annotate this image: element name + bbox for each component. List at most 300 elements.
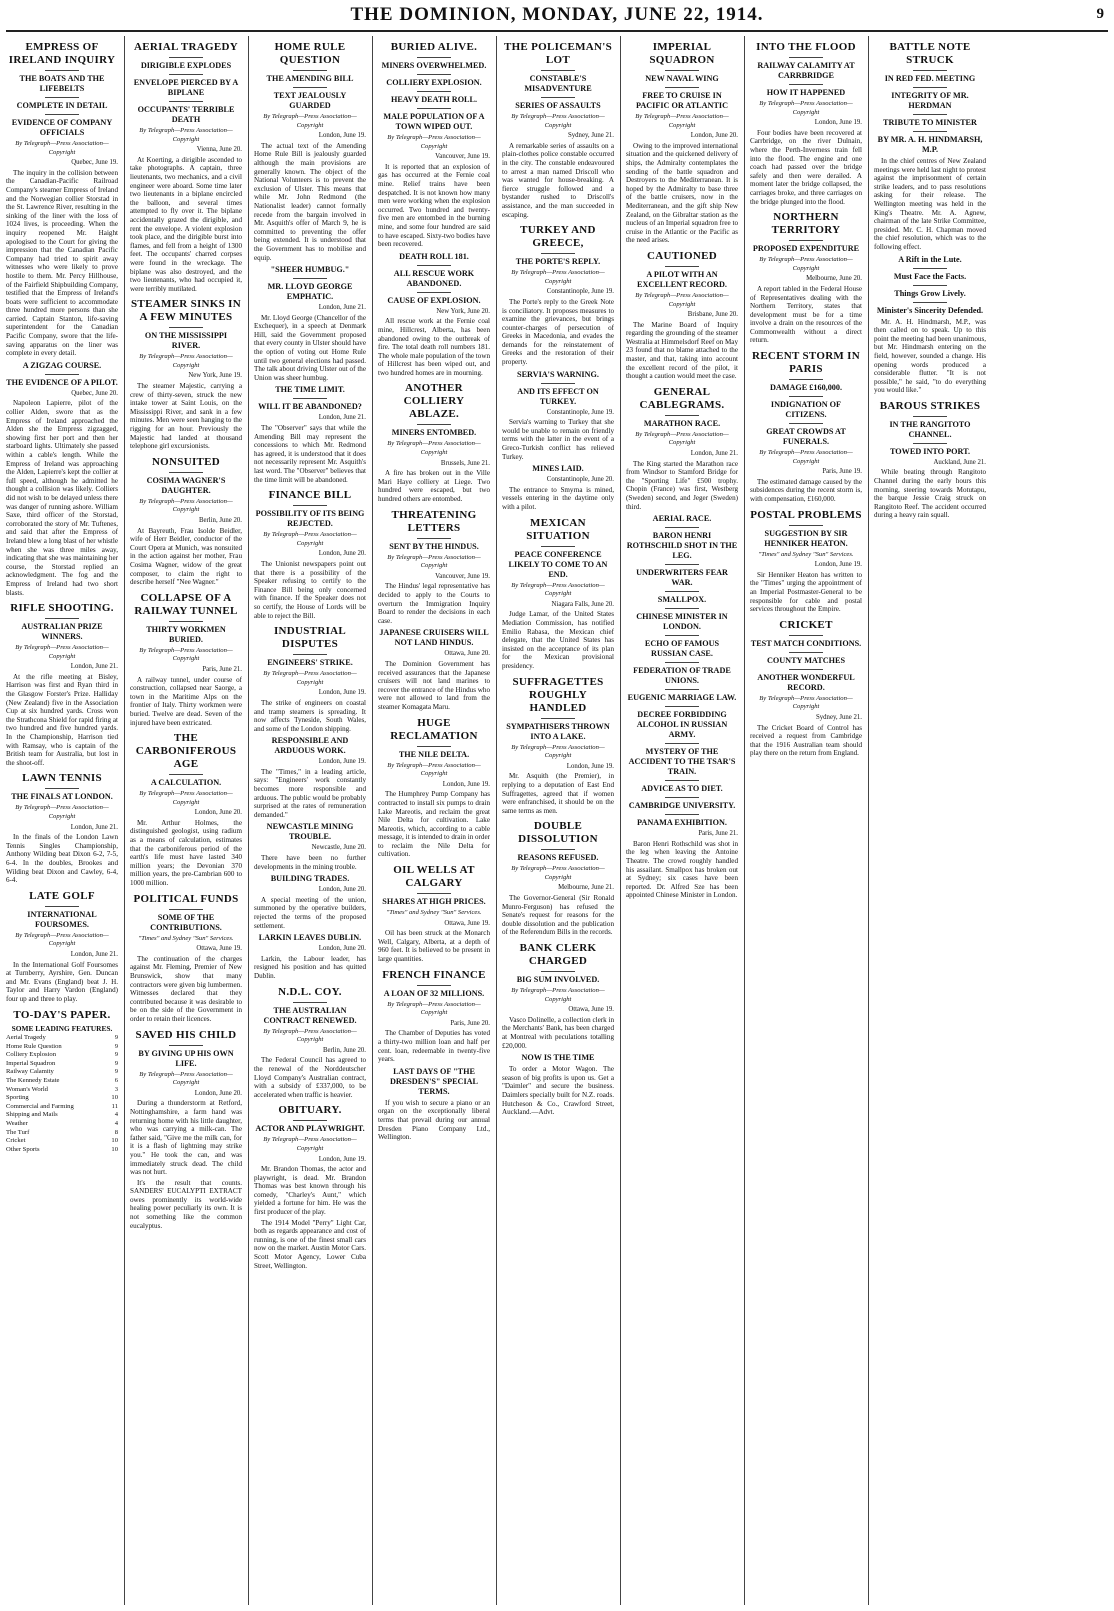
article-body: Mr. Asquith (the Premier), in replying to a deputation of East End Suffragettes, agreed that if women were enfranchised, it should be on the same terms as men. bbox=[502, 772, 614, 815]
article bbox=[750, 41, 862, 206]
headline: SUFFRAGETTES ROUGHLY HANDLED bbox=[512, 675, 604, 714]
deck-divider bbox=[665, 527, 699, 528]
subheadline: PANAMA EXHIBITION. bbox=[637, 818, 727, 828]
headline: AERIAL TRAGEDY bbox=[134, 41, 238, 53]
dateline: London, June 21. bbox=[690, 450, 738, 458]
subheadline: MARATHON RACE. bbox=[643, 418, 721, 428]
press-credit: By Telegraph—Press Association—Copyright bbox=[511, 865, 605, 881]
press-credit: By Telegraph—Press Association—Copyright bbox=[387, 553, 481, 570]
deck-divider bbox=[169, 101, 203, 102]
deck-divider bbox=[45, 114, 79, 115]
article bbox=[502, 370, 614, 462]
article-body: The Porte's reply to the Greek Note is conciliatory. It proposes measures to examine the grievances, but brings counter-charges of persecution of Greeks in Macedonia, and evades the demands for the reinstatement of Greeks and the restoration of their property. bbox=[502, 297, 614, 367]
subheadline: ANOTHER WONDERFUL RECORD. bbox=[757, 672, 855, 692]
article bbox=[130, 1029, 242, 1177]
article-body: Sir Henniker Heaton has written to the "Times" urging the appointment of an Imperial Postmaster-General to be responsible for cable and postal services throughout the Empire. bbox=[750, 570, 862, 614]
headline: DOUBLE DISSOLUTION bbox=[518, 820, 598, 846]
headline: HUGE RECLAMATION bbox=[390, 716, 478, 742]
press-credit: By Telegraph—Press Association—Copyright bbox=[511, 743, 605, 760]
article-body: The Unionist newspapers point out that there is a possibility of the Speaker refusing to certify to the Finance Bill being only concerned with finance. If the Speaker does not so certify, the House of Lords will be able to reject the Bill. bbox=[254, 559, 366, 620]
subheadline: COLLIERY EXPLOSION. bbox=[386, 78, 482, 87]
subheadline: LAST DAYS OF "THE DRESDEN'S" SPECIAL TERMS. bbox=[389, 1066, 479, 1096]
article-body: Mr. A. H. Hindmarsh, M.P., was then called on to speak. Up to this point the meeting had been unanimous, but Mr. Hindmarsh entering on the field, however, sounded a change. His opening words produced a considerable flutter. "It is not possible," he said, "to do everything you would like." bbox=[874, 317, 986, 395]
article bbox=[254, 265, 366, 382]
subheadline: THE FINALS AT LONDON. bbox=[11, 792, 113, 802]
dateline: Paris, June 21. bbox=[202, 665, 242, 673]
article-body: There have been no further developments in the mining trouble. bbox=[254, 854, 366, 871]
subheadline: AUSTRALIAN PRIZE WINNERS. bbox=[21, 622, 103, 642]
press-credit: By Telegraph—Press Association—Copyright bbox=[139, 497, 233, 514]
subheadline: ALL RESCUE WORK ABANDONED. bbox=[393, 268, 475, 288]
deck-divider bbox=[665, 415, 699, 416]
subheadline: THE TIME LIMIT. bbox=[275, 385, 345, 395]
headline: FINANCE BILL bbox=[268, 489, 352, 502]
headline: FRENCH FINANCE bbox=[382, 968, 486, 981]
headline: OIL WELLS AT CALGARY bbox=[393, 864, 475, 890]
masthead bbox=[0, 0, 1114, 34]
article-body: The King started the Marathon race from Windsor to Stamford Bridge for the "Sporting Life" £500 trophy. Chopin (France) was first, Westberg (Sweden) second, and Jeger (Sweden) third. bbox=[626, 459, 738, 511]
subheadline: A ZIGZAG COURSE. bbox=[22, 360, 102, 370]
article-body: The "Observer" says that while the Amending Bill may represent the concessions to which Mr. Redmond has agreed, it is understood that it does not necessarily represent Mr. Asquith's last word. The "Observer" believes that the time limit will be abandoned. bbox=[254, 424, 366, 484]
deck-divider bbox=[665, 780, 699, 781]
headline: THREATENING LETTERS bbox=[391, 508, 477, 534]
article-body: The actual text of the Amending Home Rule Bill is jealously guarded although the main provisions are generally known. The object of the National Volunteers is to prevent the exclusion of Ulster. This means that while Mr. John Redmond (the Nationalist leader) cannot formally recede from the bargain involved in Mr. Asquith's offer of March 9, he is committed to preventing the offer being extended. It is understood that the Government has to mobilise and equip. bbox=[254, 141, 366, 262]
article bbox=[378, 509, 490, 626]
subheadline: Things Grow Lively. bbox=[894, 288, 966, 298]
article-body: In the finals of the London Lawn Tennis Singles Championship, Anthony Wilding beat Dixon 6-2, 7-5, 6-4. In the doubles, Brookes and Wilding beat Dixon and Cawley, 6-4, 6-4. bbox=[6, 833, 118, 885]
article-body: Mr. Arthur Holmes, the distinguished geologist, using radium as a means of calculation, estimates that the carboniferous period of the earth's life must have lasted 340 million years; the Devonian 370 million years, the pre-Cambrian 600 to 1000 million. bbox=[130, 818, 242, 888]
press-credit: By Telegraph—Press Association—Copyright bbox=[759, 694, 853, 711]
deck-divider bbox=[913, 70, 947, 71]
headline: CAUTIONED bbox=[647, 249, 717, 262]
headline: BAROUS STRIKES bbox=[879, 399, 981, 412]
article-body: The 1914 Model "Perry" Light Car, both as regards appearance and cost of running, is one of the finest small cars now on the market. Austin Motor Cars. Scott Motor Agency, Lower Cuba Street, Wellington. bbox=[254, 1218, 366, 1270]
article bbox=[378, 1067, 490, 1142]
deck-divider bbox=[665, 564, 699, 565]
article-body: The Hindus' legal representative has decided to apply to the Courts to overturn the Immigration Inquiry Board to render the decisions in each case. bbox=[378, 582, 490, 625]
headline: BURIED ALIVE. bbox=[390, 41, 478, 53]
subheadline: CHINESE MINISTER IN LONDON. bbox=[636, 612, 728, 632]
subheadline: REASONS REFUSED. bbox=[517, 853, 599, 863]
subheadline: SENT BY THE HINDUS. bbox=[389, 541, 479, 551]
press-credit: By Telegraph—Press Association—Copyright bbox=[263, 1027, 357, 1044]
contents-row bbox=[6, 1060, 118, 1069]
contents-row bbox=[6, 1111, 118, 1120]
press-credit: By Telegraph—Press Association—Copyright bbox=[15, 804, 109, 820]
deck-divider bbox=[913, 87, 947, 88]
subheadline: HEAVY DEATH ROLL. bbox=[390, 95, 478, 104]
contents-item: Weather bbox=[6, 1120, 28, 1128]
press-credit: By Telegraph—Press Association—Copyright bbox=[263, 1136, 357, 1152]
dateline: Ottawa, June 19. bbox=[568, 1006, 614, 1014]
deck-divider bbox=[169, 74, 203, 75]
subheadline: MALE POPULATION OF A TOWN WIPED OUT. bbox=[383, 112, 485, 131]
article-body: The Governor-General (Sir Ronald Munro-Ferguson) has refused the Senate's request for reasons for the double dissolution and the publication of the Referendum Bills in the records. bbox=[502, 894, 614, 937]
headline: COLLAPSE OF A RAILWAY TUNNEL bbox=[134, 591, 238, 617]
article-body: During a thunderstorm at Retford, Nottinghamshire, a farm hand was returning home with his little daughter, who was carrying a milk-can. The father said, "Give me the milk can, for it is a flash of lightning may strike you." He took the can, and was immediately struck dead. The child was not hurt. bbox=[130, 1099, 242, 1177]
subheadline: THE AUSTRALIAN CONTRACT RENEWED. bbox=[263, 1005, 357, 1025]
dateline: Brisbane, June 20. bbox=[687, 311, 738, 319]
subheadline: PEACE CONFERENCE LIKELY TO COME TO AN END. bbox=[508, 549, 608, 579]
dateline: Newcastle, June 20. bbox=[311, 844, 366, 852]
deck-divider bbox=[169, 472, 203, 473]
subheadline: THE NILE DELTA. bbox=[398, 749, 470, 759]
contents-row bbox=[6, 1051, 118, 1060]
article bbox=[254, 736, 366, 819]
article bbox=[502, 224, 614, 367]
article bbox=[502, 1053, 614, 1117]
press-credit: By Telegraph—Press Association—Copyright bbox=[139, 1070, 233, 1087]
deck-divider bbox=[665, 591, 699, 592]
headline: EMPRESS OF IRELAND INQUIRY bbox=[8, 41, 116, 66]
subheadline: TEST MATCH CONDITIONS. bbox=[750, 638, 862, 648]
article-body: In the International Golf Foursomes at Turnberry, Ayrshire, Gen. Duncan and Mr. Evans (England) beat J. H. Taylor and Harry Vardon (England) four up and three to play. bbox=[6, 960, 118, 1003]
article-body: The "Times," in a leading article, says: "Engineers' work constantly becomes more responsible and arduous. The public would be probably surprised at the rates of remuneration demanded." bbox=[254, 767, 366, 819]
deck-divider bbox=[417, 538, 451, 539]
deck-divider bbox=[417, 57, 451, 58]
subheadline: INDIGNATION OF CITIZENS. bbox=[770, 400, 842, 420]
deck-divider bbox=[417, 108, 451, 109]
subheadline: LARKIN LEAVES DUBLIN. bbox=[258, 933, 362, 943]
dateline: London, June 19. bbox=[814, 119, 862, 127]
deck-divider bbox=[665, 608, 699, 609]
deck-divider bbox=[789, 240, 823, 241]
contents-item: Cricket bbox=[6, 1137, 26, 1145]
deck-divider bbox=[417, 424, 451, 425]
press-credit: By Telegraph—Press Association—Copyright bbox=[759, 449, 853, 465]
todays-paper-title: TO-DAY'S PAPER. bbox=[13, 1008, 111, 1021]
subheadline: A LOAN OF 32 MILLIONS. bbox=[383, 988, 485, 998]
contents-row bbox=[6, 1103, 118, 1112]
dateline: London, June 21. bbox=[70, 823, 118, 831]
dateline: London, June 19. bbox=[814, 561, 862, 569]
contents-item: Aerial Tragedy bbox=[6, 1034, 46, 1042]
subheadline: SERIES OF ASSAULTS bbox=[515, 101, 601, 110]
contents-item: Colliery Explosion bbox=[6, 1051, 57, 1059]
subheadline: ACTOR AND PLAYWRIGHT. bbox=[255, 1124, 365, 1134]
contents-item: The Turf bbox=[6, 1128, 30, 1136]
contents-page: 4 bbox=[114, 1120, 118, 1128]
column-6 bbox=[626, 36, 738, 1605]
contents-list bbox=[6, 1034, 118, 1154]
article bbox=[378, 969, 490, 1064]
headline: TURKEY AND GREECE, bbox=[520, 224, 596, 250]
contents-item: Shipping and Mails bbox=[6, 1111, 58, 1119]
contents-row bbox=[6, 1120, 118, 1129]
deck-divider bbox=[293, 1002, 327, 1003]
article-body: The Humphrey Pump Company has contracted to install six pumps to drain Lake Mareotis, and reclaim the great Nile Delta for cultivation. Lake Mareotis, which, according to a cable message, it is intended to drain in order to reclaim the Nile Delta for cultivation. bbox=[378, 790, 490, 859]
article-body: Mr. Brandon Thomas, the actor and playwright, is dead. Mr. Brandon Thomas was best known through his comedy, "Charley's Aunt," which yielded a fortune for him. He was the first producer of the play. bbox=[254, 1165, 366, 1217]
deck-divider bbox=[789, 635, 823, 636]
subheadline: PROPOSED EXPENDITURE bbox=[752, 244, 860, 254]
dateline: Paris, June 20. bbox=[450, 1019, 490, 1027]
article-body: A fire has broken out in the Ville Mari Haye colliery at Liege. Two hundred were escaped, but two hundred others are entombed. bbox=[378, 469, 490, 504]
dateline: Berlin, June 20. bbox=[198, 517, 242, 524]
dateline: London, June 19. bbox=[566, 762, 614, 770]
dateline: Constantinople, June 20. bbox=[546, 476, 614, 484]
deck-divider bbox=[45, 70, 79, 71]
headline: NONSUITED bbox=[151, 455, 221, 468]
press-credit: By Telegraph—Press Association—Copyright bbox=[759, 100, 853, 116]
article-body: The Dominion Government has received assurances that the Japanese cruisers will not land marines to recover the entrance of the Hindus who were not allowed to land from the steamer Komagata Maru. bbox=[378, 659, 490, 711]
article bbox=[6, 890, 118, 1004]
dateline: Vancouver, June 19. bbox=[435, 572, 490, 580]
article-body: While beating through Rangitoto Channel during the early hours this morning, steering towards Motutapu, the barque Jessie Craig struck on Rangitoto Reef. The accident occurred during a heavy rain squall. bbox=[874, 468, 986, 520]
deck-divider bbox=[293, 654, 327, 655]
deck-divider bbox=[913, 302, 947, 303]
contents-page: 9 bbox=[114, 1042, 118, 1050]
contents-item: Home Rule Question bbox=[6, 1042, 62, 1050]
contents-page: 3 bbox=[114, 1085, 118, 1093]
headline: IMPERIAL SQUADRON bbox=[649, 41, 715, 66]
article bbox=[502, 942, 614, 1050]
article-body: In the chief centres of New Zealand meetings were held last night to protest against the imprisonment of certain strike leaders, and to pass resolutions asking for their release. The Wellington meeting was held in the King's Theatre. Mr. A. Agnew, chairman of the late Strike Committee, presided. Mr. C. H. Chapman moved the chief resolution, which was to the following effect. bbox=[874, 157, 986, 251]
deck-divider bbox=[293, 505, 327, 506]
press-credit: By Telegraph—Press Association—Copyright bbox=[139, 127, 233, 143]
deck-divider bbox=[293, 70, 327, 71]
subheadline: MINES LAID. bbox=[532, 464, 584, 474]
deck-divider bbox=[913, 416, 947, 417]
subheadline: THE BOATS AND THE LIFEBELTS bbox=[19, 74, 105, 93]
article bbox=[254, 625, 366, 733]
article bbox=[626, 514, 738, 900]
dateline: London, June 20. bbox=[318, 550, 366, 558]
article bbox=[378, 41, 490, 249]
column-divider bbox=[620, 36, 621, 1605]
dateline: Sydney, June 21. bbox=[567, 132, 614, 140]
deck-divider bbox=[293, 278, 327, 279]
press-credit: By Telegraph—Press Association—Copyright bbox=[263, 113, 357, 129]
deck-divider bbox=[45, 97, 79, 98]
article bbox=[750, 509, 862, 614]
article bbox=[750, 619, 862, 758]
contents-row bbox=[6, 1146, 118, 1155]
column-2 bbox=[130, 36, 242, 1605]
subheadline: POSSIBILITY OF ITS BEING REJECTED. bbox=[255, 509, 365, 529]
article bbox=[6, 602, 118, 767]
press-credit: By Telegraph—Press Association—Copyright bbox=[387, 761, 481, 778]
subheadline: BY GIVING UP HIS OWN LIFE. bbox=[138, 1048, 234, 1068]
contents-page: 9 bbox=[114, 1059, 118, 1067]
deck-divider bbox=[789, 84, 823, 85]
subheadline: A PILOT WITH AN EXCELLENT RECORD. bbox=[637, 269, 727, 289]
column-divider bbox=[124, 36, 125, 1605]
dateline: Ottawa, June 19. bbox=[444, 919, 490, 927]
headline: N.D.L. COY. bbox=[278, 985, 342, 998]
press-credit: By Telegraph—Press Association—Copyright bbox=[15, 931, 109, 948]
dateline: London, June 20. bbox=[690, 132, 738, 140]
deck-divider bbox=[665, 797, 699, 798]
dateline: Quebec, June 20. bbox=[71, 389, 118, 397]
deck-divider bbox=[169, 909, 203, 910]
article bbox=[254, 1104, 366, 1216]
contents-row bbox=[6, 1094, 118, 1103]
subheadline: A CALCULATION. bbox=[150, 778, 222, 788]
subheadline: ADVICE AS TO DIET. bbox=[641, 784, 723, 794]
subheadline: HOW IT HAPPENED bbox=[766, 88, 846, 97]
todays-paper-subtitle: SOME LEADING FEATURES. bbox=[11, 1023, 113, 1033]
subheadline: CONSTABLE'S MISADVENTURE bbox=[524, 74, 592, 93]
dateline: Constantinople, June 19. bbox=[546, 408, 614, 416]
subheadline: SERVIA'S WARNING. bbox=[517, 369, 599, 379]
deck-divider bbox=[665, 743, 699, 744]
article bbox=[626, 386, 738, 511]
dateline: London, June 21. bbox=[318, 304, 366, 312]
deck-divider bbox=[913, 114, 947, 115]
subheadline: Minister's Sincerity Defended. bbox=[876, 305, 984, 315]
contents-page: 8 bbox=[114, 1128, 118, 1136]
article-body: Four bodies have been recovered at Carrbridge, on the river Dulnain, where the Perth-Inverness train fell into the flood. The engine and one coach had passed over the bridge safely and then were derailed. A moment later the bridge collapsed, the carriages broke, and three carriages on the bridge plunged into the flood. bbox=[750, 128, 862, 206]
deck-divider bbox=[541, 718, 575, 719]
subheadline: JAPANESE CRUISERS WILL NOT LAND HINDUS. bbox=[379, 628, 489, 648]
dateline: London, June 21. bbox=[70, 950, 118, 958]
article-body: Napoleon Lapierre, pilot of the collier Alden, swore that as the Empress of Ireland approached the Alden she the Empress zigzagged, showing first her port and then her starboard lights. Ultimately she passed within a cable's length. While the Empress of Ireland was approaching the Alden, Lapierre's kept the collier at full speed, although he admitted he thought a collision was likely. Colliers did not wish to be delayed unless there was danger of running ashore. William Saxe, third officer of the Storstad, corroborated the story of Mr. Tuftenes, and said that after the Empress of Ireland blew a long blast of her whistle when she was three miles away, indicating that she was maintaining her course, the Storstad replied an acknowledgment. The fog and the Empress of Ireland had two short blasts. bbox=[6, 399, 118, 597]
article bbox=[254, 874, 366, 930]
article-body: The Federal Council has agreed to the renewal of the Norddeutscher Lloyd Company's Australian contract, with a subsidy of £337,000, to be accelerated when traffic is heavier. bbox=[254, 1056, 366, 1099]
dateline: London, June 21. bbox=[70, 663, 118, 671]
deck-divider bbox=[541, 849, 575, 850]
article bbox=[502, 676, 614, 816]
deck-divider bbox=[789, 669, 823, 670]
article-body: The continuation of the charges against Mr. Fleming, Premier of New Brunswick, show that many contractors were given big lumbermen. Witnesses declared that they contributed because it was desirable to be on the side of the Government in order to retain their licences. bbox=[130, 954, 242, 1023]
subheadline: OCCUPANTS' TERRIBLE DEATH bbox=[137, 105, 235, 124]
contents-page: 9 bbox=[114, 1051, 118, 1059]
deck-divider bbox=[541, 971, 575, 972]
press-credit: By Telegraph—Press Association—Copyright bbox=[387, 1000, 481, 1017]
dateline: London, June 20. bbox=[194, 809, 242, 817]
subheadline: INTEGRITY OF MR. HERDMAN bbox=[891, 91, 969, 110]
column-5 bbox=[502, 36, 614, 1605]
subheadline: SYMPATHISERS THROWN INTO A LAKE. bbox=[506, 721, 610, 741]
contents-page: 9 bbox=[114, 1068, 118, 1076]
article-body: A remarkable series of assaults on a plain-clothes police constable occurred in the city. The constable endeavoured to arrest a man named Driscoll who was wanted for house-breaking. A fierce struggle followed and a bystander rushed to Driscoll's assistance, and the man succeeded in escaping. bbox=[502, 141, 614, 219]
subheadline: MINERS OVERWHELMED. bbox=[381, 61, 487, 70]
subheadline: MYSTERY OF THE ACCIDENT TO THE TSAR'S TRAIN. bbox=[628, 747, 736, 777]
headline: THE CARBONIFEROUS AGE bbox=[135, 732, 237, 771]
contents-page: 6 bbox=[114, 1077, 118, 1085]
deck-divider bbox=[665, 662, 699, 663]
contents-item: The Kennedy Estate bbox=[6, 1077, 60, 1085]
press-credit: By Telegraph—Press Association—Copyright bbox=[263, 670, 357, 686]
article-body: At Bayreuth, Frau Isolde Beidler, wife of Herr Beidler, conductor of the Court Opera at Munich, was nonsuited in the action against her mother, Frau Cosima Wagner, widow of the great composer, to claim the right to describe herself "Nee Wagner." bbox=[130, 526, 242, 587]
deck-divider bbox=[541, 253, 575, 254]
article bbox=[130, 41, 242, 293]
deck-divider bbox=[789, 379, 823, 380]
article-body: The steamer Majestic, carrying a crew of thirty-seven, struck the new intake tower at Saint Louis, on the Mississippi River, and sank in a few minutes. Men were seen hanging to the rigging for an hour. Previously the Majestic had landed at thousand telephone girl excursionists. bbox=[130, 382, 242, 451]
press-credit: By Telegraph—Press Association—Copyright bbox=[635, 291, 729, 308]
headline: HOME RULE QUESTION bbox=[274, 41, 346, 66]
press-credit: By Telegraph—Press Association—Copyright bbox=[139, 646, 233, 663]
article bbox=[254, 986, 366, 1100]
contents-row bbox=[6, 1034, 118, 1043]
contents-row bbox=[6, 1129, 118, 1138]
headline: SAVED HIS CHILD bbox=[135, 1028, 237, 1041]
article-body: Judge Lamar, of the United States Mediation Commission, has notified Emilio Rabasa, the Mexican chief delegate, that the United States has insisted on the acceptance of its plan for the Mexican provisional presidency. bbox=[502, 610, 614, 670]
deck-divider bbox=[169, 1045, 203, 1046]
article bbox=[874, 41, 986, 252]
press-credit: By Telegraph—Press Association—Copyright bbox=[635, 113, 729, 129]
deck-divider bbox=[665, 689, 699, 690]
headline: MEXICAN SITUATION bbox=[526, 516, 590, 542]
press-credit: By Telegraph—Press Association—Copyright bbox=[263, 531, 357, 547]
dateline: Berlin, June 20. bbox=[322, 1046, 366, 1054]
dateline: London, June 20. bbox=[318, 886, 366, 894]
deck-divider bbox=[789, 396, 823, 397]
deck-divider bbox=[665, 87, 699, 88]
deck-divider bbox=[417, 746, 451, 747]
subheadline: COMPLETE IN DETAIL bbox=[16, 101, 108, 110]
subheadline: FREE TO CRUISE IN PACIFIC OR ATLANTIC bbox=[635, 91, 729, 110]
deck-divider bbox=[45, 374, 79, 375]
deck-divider bbox=[417, 985, 451, 986]
deck-divider bbox=[665, 70, 699, 71]
article-body: The Marine Board of Inquiry regarding the grounding of the steamer Westralia at Himmelsdorf Reef on May 23 found that no blame attached to the master, and that, taking into account the excellent record of the pilot, it thought a caution would meet the case. bbox=[626, 320, 738, 381]
subheadline: IN THE RANGITOTO CHANNEL. bbox=[889, 419, 971, 439]
contents-item: Sporting bbox=[6, 1094, 29, 1102]
headline: GENERAL CABLEGRAMS. bbox=[639, 385, 725, 411]
article bbox=[378, 252, 490, 378]
dateline: London, June 20. bbox=[194, 1089, 242, 1097]
dateline: New York, June 20. bbox=[436, 307, 490, 315]
deck-divider bbox=[665, 706, 699, 707]
dateline: Melbourne, June 20. bbox=[806, 275, 862, 283]
press-credit: By Telegraph—Press Association—Copyright bbox=[387, 134, 481, 150]
page-number: 9 bbox=[1096, 6, 1104, 22]
deck-divider bbox=[417, 893, 451, 894]
article-body: Servia's warning to Turkey that she would be unable to remain on friendly terms with the latter in the event of a Greco-Turkish conflict has relieved Turkey. bbox=[502, 418, 614, 461]
headline: LAWN TENNIS bbox=[22, 772, 102, 785]
subheadline: SUGGESTION BY SIR HENNIKER HEATON. bbox=[764, 528, 848, 548]
deck-divider bbox=[417, 265, 451, 266]
headline: POLITICAL FUNDS bbox=[133, 892, 239, 905]
deck-divider bbox=[665, 814, 699, 815]
subheadline: ECHO OF FAMOUS RUSSIAN CASE. bbox=[644, 639, 720, 659]
article-body: Larkin, the Labour leader, has resigned his position and has quitted Dublin. bbox=[254, 954, 366, 980]
deck-divider bbox=[913, 285, 947, 286]
column-3 bbox=[254, 36, 366, 1605]
article bbox=[130, 893, 242, 1024]
dateline: Niagara Falls, June 20. bbox=[551, 600, 614, 608]
article bbox=[750, 211, 862, 345]
subheadline: IN RED FED. MEETING bbox=[884, 74, 976, 83]
article-body: It is reported that an explosion of gas has occurred at the Fernie coal mine. Relief trains have been despatched. It is not known how many men were working when the explosion occurred. Two hundred and twenty-five men are entombed in the burning mine, and some four hundred are said to have escaped. Sixty-two bodies have been recovered. bbox=[378, 162, 490, 249]
subheadline: COUNTY MATCHES bbox=[766, 655, 845, 665]
press-credit: By Telegraph—Press Association—Copyright bbox=[139, 353, 233, 369]
subheadline: THE PORTE'S REPLY. bbox=[515, 257, 601, 267]
article-body: The entrance to Smyrna is mined, vessels entering in the daytime only with a pilot. bbox=[502, 485, 614, 511]
column-8 bbox=[874, 36, 986, 1605]
contents-row bbox=[6, 1043, 118, 1052]
headline: RIFLE SHOOTING. bbox=[10, 602, 114, 615]
deck-divider bbox=[789, 57, 823, 58]
contents-item: Commercial and Farming bbox=[6, 1102, 74, 1110]
subheadline: TEXT JEALOUSLY GUARDED bbox=[273, 91, 347, 110]
subheadline: NOW IS THE TIME bbox=[521, 1053, 595, 1063]
headline: POSTAL PROBLEMS bbox=[750, 508, 862, 521]
dateline: Vancouver, June 19. bbox=[435, 153, 490, 161]
article bbox=[502, 464, 614, 511]
press-credit: By Telegraph—Press Association—Copyright bbox=[511, 581, 605, 598]
article-body: Mr. Lloyd George (Chancellor of the Exchequer), in a speech at Denmark Hill, said the Government proposed that every county in Ulster should have the option of voting out Home Rule until two general elections had passed. The talk about driving Ulster out of the Union was sheer humbug. bbox=[254, 313, 366, 382]
press-credit: By Telegraph—Press Association—Copyright bbox=[759, 256, 853, 272]
contents-page: 10 bbox=[111, 1145, 118, 1153]
deck-divider bbox=[169, 621, 203, 622]
headline: STEAMER SINKS IN A FEW MINUTES bbox=[131, 298, 241, 324]
subheadline: DEATH ROLL 181. bbox=[399, 251, 469, 261]
subheadline: Must Face the Facts. bbox=[893, 271, 967, 281]
press-credit: By Telegraph—Press Association—Copyright bbox=[15, 140, 109, 156]
subheadline: NEW NAVAL WING bbox=[645, 74, 719, 83]
